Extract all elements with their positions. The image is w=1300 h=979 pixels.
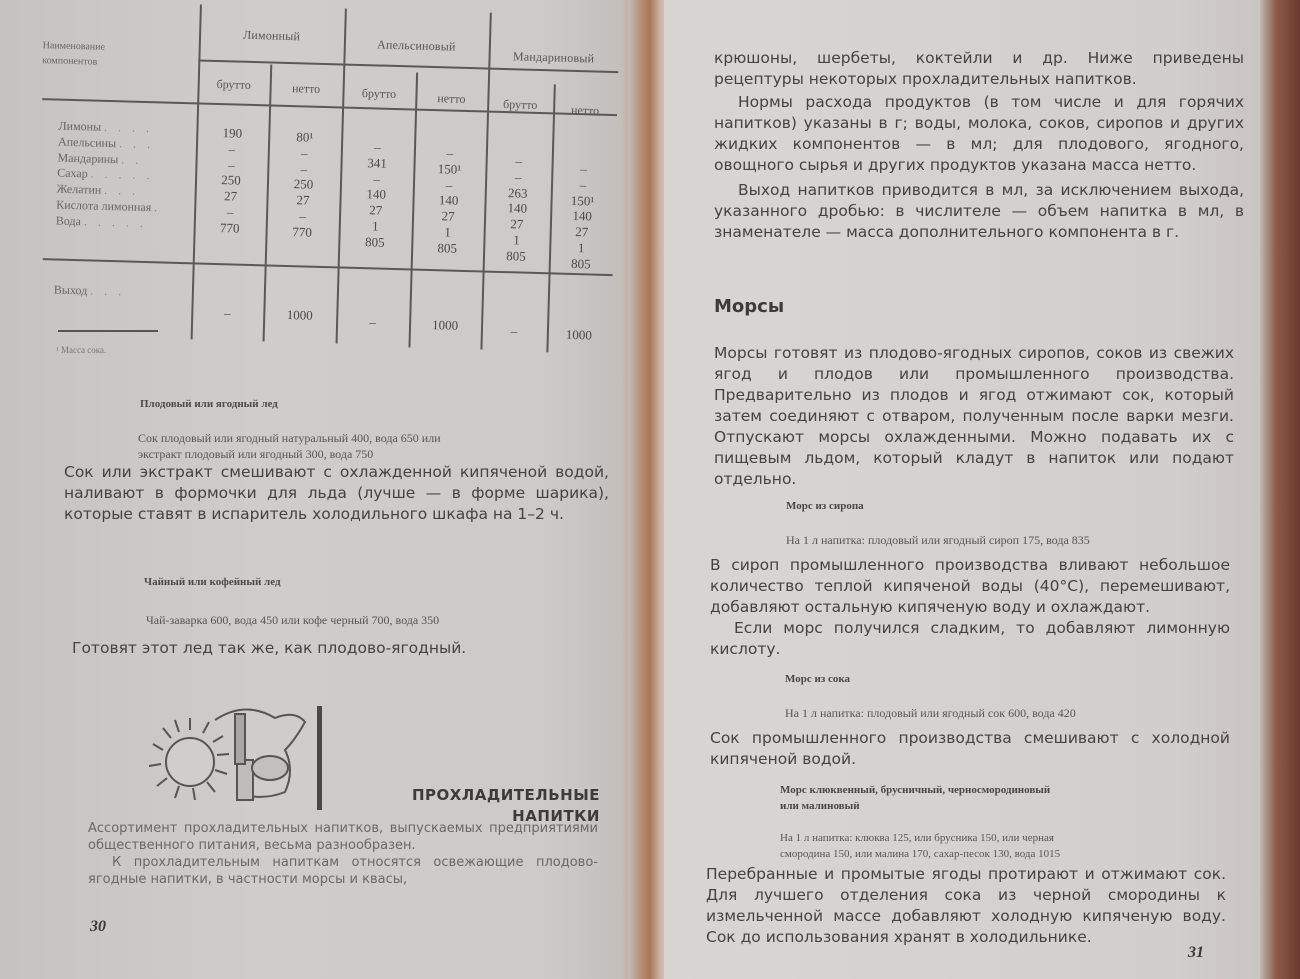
section-text: Морсы готовят из плодово-ягодных сиропов, соков из свежих ягод и плодов или промышленного производства. Предварительно из плодов и ягод отжимают сок, который затем соединяют с отваром, полученным после варки мезги. Отпускают морсы охлажденными. Можно подавать их с пищевым льдом, который кладут в напиток или подают отдельно.: [714, 344, 1234, 488]
recipe-title: Чайный или кофейный лед: [144, 576, 281, 588]
chapter-title: ПРОХЛАДИТЕЛЬНЫЕ НАПИТКИ: [411, 786, 600, 825]
row-label: Вода . . . . .: [55, 213, 148, 230]
row-label: Мандарины . .: [57, 150, 143, 167]
footnote-rule: [58, 330, 158, 332]
page-number: 30: [90, 918, 106, 935]
recipe-instructions: В сироп промышленного производства вливают небольшое количество теплой кипяченой воды (40°C), перемешивают, добавляют остальную кипяченую воду и охлаждают. Если морс получился сладким, то добавляют лимонную кислоту.: [710, 556, 1230, 658]
recipe-ingredients: Чай-заварка 600, вода 450 или кофе черный 700, вода 350: [146, 613, 440, 627]
output-value: 1000: [431, 317, 459, 333]
section-title: Морсы: [714, 296, 785, 317]
component-column-header: Наименование компонентов: [42, 40, 106, 68]
intro-text: крюшоны, шербеты, коктейли и др. Ниже приведены рецептуры некоторых прохладительных напитков. Нормы расхода продуктов (в том числе и для горячих напитков) указаны в г; воды, молока, соков, сиропов и других жидких компонентов — в мл; для плодового, ягодного, овощного сырья и других продуктов указана масса нетто. Выход напитков приводится в мл, за исключением выхода, указанного дробью: в числителе — объем напитка в мл, в знаменателе — масса дополнительного компонента в г.: [714, 49, 1244, 241]
left-page: [0, 0, 640, 979]
output-value: –: [369, 314, 377, 330]
recipe-ingredients: На 1 л напитка: клюква 125, или брусника 150, или черная смородина 150, или малина 170, сахар-песок 130, вода 1015: [780, 832, 1061, 860]
recipe-instructions: Перебранные и промытые ягоды протирают и отжимают сок. Для лучшего отделения сока из черной смородины к измельченной массе добавляют холодную кипяченую воду. Сок до использования хранят в холодильнике.: [706, 865, 1226, 946]
table-column: – 341 – 140 27 1 805: [364, 139, 388, 250]
recipe-title: Морс клюквенный, брусничный, черносмородиновый или малиновый: [780, 784, 1051, 812]
subheader: нетто: [291, 81, 321, 96]
row-label: Лимоны . . . .: [58, 118, 154, 136]
recipe-instructions: Сок или экстракт смешивают с охлажденной кипяченой водой, наливают в формочки для льда (лучше — в форме шарика), которые ставят в испаритель холодильного шкафа на 1–2 ч.: [64, 463, 609, 523]
recipe-ingredients: Сок плодовый или ягодный натуральный 400, вода 650 или экстракт плодовый или ягодный 300, вода 750: [138, 431, 441, 461]
recipe-table: [30, 0, 619, 361]
output-row-label: Выход . . .: [53, 282, 126, 299]
output-value: –: [510, 323, 518, 339]
chapter-intro: Ассортимент прохладительных напитков, выпускаемых предприятиями общественного питания, весьма разнообразен. К прохладительным напиткам относятся освежающие плодово-ягодные напитки, в частности морсы и квасы,: [88, 821, 598, 887]
output-value: 1000: [286, 307, 314, 323]
recipe-title: Морс из сиропа: [786, 500, 864, 512]
page-number: 31: [1188, 944, 1204, 961]
row-label: Апельсины . . .: [57, 134, 155, 152]
recipe-title: Морс из сока: [785, 673, 851, 685]
subheader: нетто: [570, 102, 600, 118]
recipe-title: Плодовый или ягодный лед: [140, 398, 278, 410]
table-column: – 150¹ – 140 27 1 805: [437, 145, 462, 256]
subheader: брутто: [361, 86, 397, 101]
column-group-orange: Апельсиновый: [376, 37, 456, 54]
subheader: нетто: [437, 91, 466, 106]
table-column: 190 – – 250 27 – 770: [219, 125, 243, 236]
table-surface: [1260, 0, 1300, 979]
recipe-ingredients: На 1 л напитка: плодовый или ягодный сок 600, вода 420: [785, 706, 1076, 720]
subheader: брутто: [502, 96, 538, 112]
table-column: – – 263 140 27 1 805: [506, 153, 528, 264]
recipe-instructions: Готовят этот лед так же, как плодово-ягодный.: [72, 639, 467, 657]
output-value: 1000: [565, 326, 593, 343]
row-label: Желатин . . .: [56, 181, 140, 199]
row-label: Кислота лимонная .: [56, 197, 162, 215]
row-label: Сахар . . . . .: [56, 165, 154, 183]
output-value: –: [223, 305, 231, 321]
recipe-instructions: Сок промышленного производства смешивают с холодной кипяченой водой.: [710, 729, 1230, 768]
recipe-ingredients: На 1 л напитка: плодовый или ягодный сироп 175, вода 835: [786, 533, 1090, 547]
column-group-mandarin: Мандариновый: [512, 49, 595, 66]
table-column: – – 150¹ 140 27 1 805: [570, 161, 595, 272]
row-labels: [56, 119, 164, 232]
sun-and-drinks-illustration-icon: [145, 700, 325, 812]
table-column: 80¹ – – 250 27 – 770: [292, 129, 314, 240]
book-gutter: [628, 0, 668, 979]
column-group-lemon: Лимонный: [242, 27, 301, 44]
table-footnote: ¹ Масса сока.: [56, 345, 107, 355]
subheader: брутто: [216, 76, 252, 92]
